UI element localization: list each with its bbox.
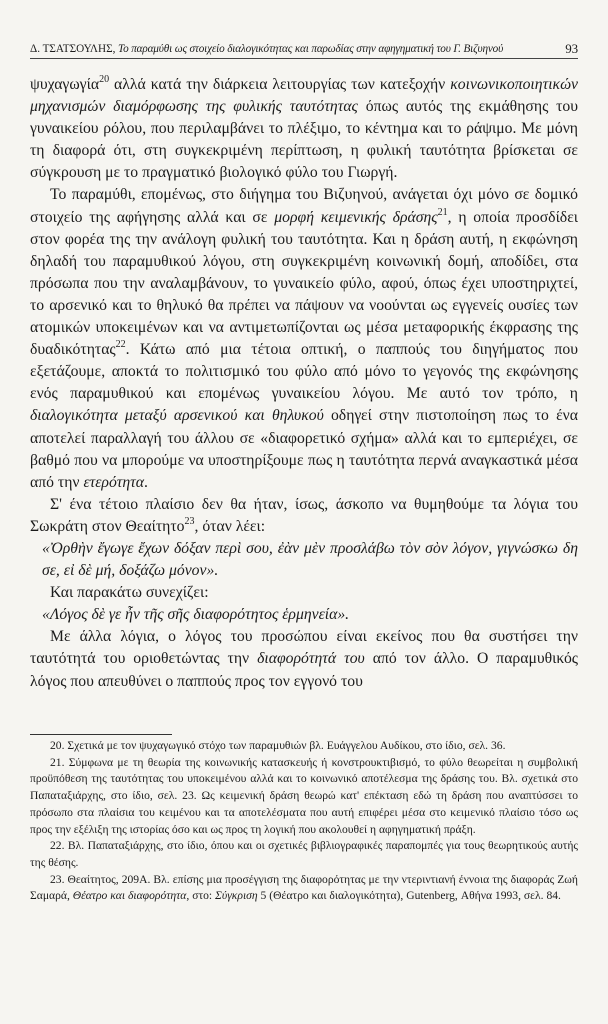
footnote-22: 22. Βλ. Παπαταξιάρχης, στο ίδιο, όπου και οι σχετικές βιβλιογραφικές παραπομπές για τους θεωρητικούς αυτής της θέσης. [30, 839, 578, 869]
text-run: Με άλλα λόγια, ο λόγος του προσώπου είναι εκείνος που θα συστήσει την ταυτότητά του οριοθετώντας την [30, 628, 578, 668]
text-run: Σ' ένα τέτοιο πλαίσιο δεν θα ήταν, ίσως, άσκοπο να θυμηθούμε τα λόγια του Σωκράτη στον Θεαίτητο [30, 495, 578, 535]
running-head-title: Το παραμύθι ως στοιχείο διαλογικότητας και παρωδίας στην αφηγηματική του Γ. Βιζυηνού [118, 43, 504, 55]
quotation-2: «Λόγος δὲ γε ἦν τῆς σῆς διαφορότητος ἑρμηνεία». [42, 606, 350, 624]
footnote-20: 20. Σχετικά με τον ψυχαγωγικό στόχο των παραμυθιών βλ. Ευάγγελου Αυδίκου, στο ίδιο, σελ. 36. [50, 739, 506, 752]
text-run: ψυχαγωγία [30, 76, 100, 93]
page-number: 93 [565, 41, 578, 56]
text-run: , η οποία προσδίδει στον φορέα της την ανάλογη φυλική του ταυτότητα. Και η δράση αυτή, η εκφώνηση δηλαδή του παραμυθικού λόγου, στη συγκεκριμένη κοινωνική δομή, αποδίδει, στα πρόσωπα που την αναλαμβάνουν, το γυναικείο φύλο, αφού, όπως έχει υποστηριχτεί, το αρσενικό και το θηλυκό θα πρέπει να πάψουν να νοούνται ως εγγενείς ουσίες των ατομικών υποκειμένων και να αντιμετωπίζονται ως μέσα μεταφορικής έκφρασης της δυαδικότητας [30, 208, 578, 359]
footnote-ref-21: 21 [437, 206, 448, 218]
text-run: από τον άλλο. Ο παραμυθικός λόγος που απευθύνει ο παππούς προς τον εγγονό του [30, 650, 579, 690]
text-run: στο: [189, 889, 216, 903]
paragraph-5 [30, 626, 578, 692]
footnote-21: 21. Σύμφωνα με τη θεωρία της κοινωνικής κατασκευής ή κονστρουκτιβισμό, το φύλο θεωρείται η συμβολική προϋπόθεση της ταυτότητας του υποκειμένου αλλά και το κοινωνικό αποτέλεσμα της δράσης του. Βλ. σχετικά στο Παπαταξιάρχης, στο ίδιο, σελ. 23. Ως κειμενική δράση θεωρώ κατ' επέκταση εδώ τη δράση που αναπτύσσει το πρόσωπο στα πλαίσια του κειμένου και τα αποτελέσματα που αυτή επιφέρει μέσα στο κειμενικό πλαίσιο τόσο ως προς την εξέλιξη της ιστορίας όσο και ως προς τη λογική που ακολουθεί η αφηγηματική πράξη. [30, 755, 578, 836]
text-run: όπως αυτός της εκμάθησης του γυναικείου ρόλου, που περιλαμβάνει το πλέξιμο, το κέντημα και το ράψιμο. Με μόνη τη διαφορά ότι, στη συγκεκριμένη περίπτωση, η φυλική ταυτότητα βρίσκεται σε σύγκρουση με το πραγματικό βιολογικό φύλο του Γιωργή. [30, 98, 579, 182]
paragraph-1 [30, 74, 578, 184]
header-rule [30, 58, 578, 59]
text-run: οδηγεί στην πιστοποίηση πως το ένα αποτελεί παραλλαγή του άλλου σε «διαφορετικό σχήμα» αλλά και το εμπεριέχει, σε βαθμό που να μπορούμε να υποστηρίξουμε πως η ταυτότητα περνά αναγκαστικά μέσα από την [30, 407, 578, 491]
footnote-ref-22: 22 [115, 339, 126, 351]
running-head [30, 42, 578, 56]
text-run: Το παραμύθι, επομένως, στο διήγημα του Βιζυηνού, ανάγεται όχι μόνο σε δομικό στοιχείο της αφήγησης αλλά και σε [30, 186, 578, 226]
italic-phrase: διαλογικότητα μεταξύ αρσενικού και θηλυκού [30, 407, 324, 425]
paragraph-2 [30, 184, 578, 493]
paragraph-3 [30, 494, 578, 538]
footnote-23 [30, 872, 578, 905]
footnote-rule [30, 734, 172, 735]
italic-phrase: διαφορότητά του [257, 650, 365, 668]
text-run: 5 (Θέατρο και διαλογικότητα), Gutenberg, Αθήνα 1993, σελ. 84. [257, 889, 561, 903]
italic-phrase: Σύγκριση [215, 889, 258, 903]
main-text [30, 74, 578, 693]
italic-phrase: ετερότητα [83, 473, 145, 491]
footnote-ref-23: 23 [184, 515, 195, 527]
text-run: αλλά κατά την διάρκεια λειτουργίας των κατεξοχήν [109, 76, 451, 93]
italic-phrase: Θέατρο και διαφορότητα, [72, 889, 190, 903]
text-run: . [144, 473, 148, 491]
text-run: , όταν λέει: [194, 517, 266, 535]
italic-phrase: μορφή κειμενικής δράσης [274, 208, 438, 226]
footnote-ref-20: 20 [99, 74, 110, 85]
quotation-1: «Ὀρθὴν ἔγωγε ἔχων δόξαν περὶ σου, ἐὰν μὲν προσλάβω τὸν σὸν λόγον, γιγνώσκω δη σε, εἰ δὲ μή, δοξάζω μόνον». [42, 539, 578, 580]
text-run: . Κάτω από μια τέτοια οπτική, ο παππούς του διηγήματος που εξετάζουμε, αποκτά το πολιτισμικό του φύλο από μόνο το γεγονός της εκφώνησης ενός παραμυθικού και επομένως γυναικείου λόγου. Με αυτό τον τρόπο, η [30, 341, 578, 403]
footnotes [30, 738, 578, 905]
text-run: 23. Θεαίτητος, 209Α. Βλ. επίσης μια προσέγγιση της διαφορότητας με την ντεριντιανή έννοια της διαφοράς Ζωή Σαμαρά, [30, 872, 578, 903]
italic-phrase: κοινωνικοποιητικών μηχανισμών διαμόρφωσης της φυλικής ταυτότητας [30, 76, 578, 116]
paragraph-4: Και παρακάτω συνεχίζει: [50, 584, 209, 602]
running-head-author: Δ. ΤΣΑΤΣΟΥΛΗΣ, [30, 43, 116, 55]
